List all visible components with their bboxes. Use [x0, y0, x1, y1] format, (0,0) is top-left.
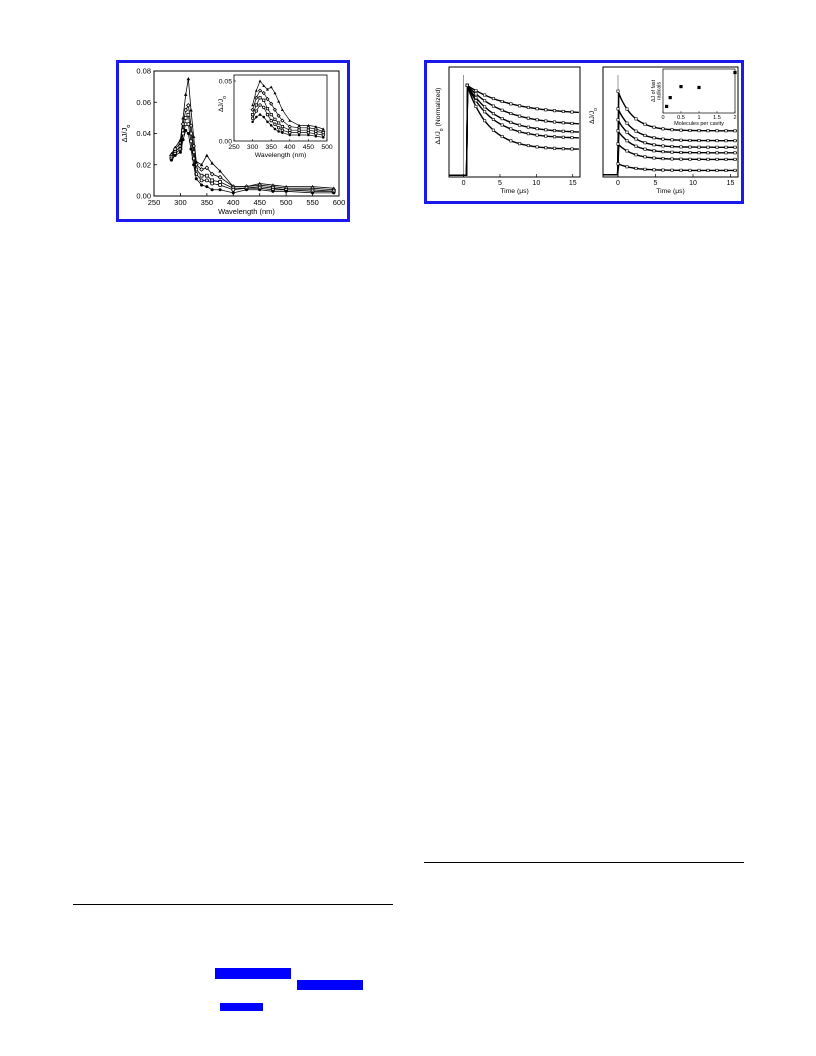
- x-tick-label: 500: [279, 198, 293, 207]
- trace-marker: [671, 129, 673, 131]
- trace-marker: [562, 130, 564, 132]
- trace-marker: [518, 115, 520, 117]
- trace-marker: [553, 109, 555, 111]
- inset-data-point: [315, 133, 318, 136]
- trace-marker: [510, 112, 512, 114]
- inset-data-point: [251, 121, 254, 124]
- x-tick-label: 450: [253, 198, 266, 207]
- trace-marker: [527, 117, 529, 119]
- trace-marker: [644, 168, 646, 170]
- trace-marker: [725, 139, 727, 141]
- inset-data-point: [281, 125, 283, 127]
- trace-marker: [553, 129, 555, 131]
- data-point: [184, 129, 187, 132]
- panel-x-axis-label: Time (μs): [656, 188, 685, 195]
- trace-marker: [653, 169, 655, 171]
- trace-marker: [536, 108, 538, 110]
- trace-marker: [483, 106, 485, 108]
- inset-data-point: [259, 113, 262, 116]
- inset-x-tick-label: 450: [302, 144, 315, 151]
- trace-marker: [725, 130, 727, 132]
- data-point: [219, 184, 222, 187]
- figure-absorption-spectrum: [116, 60, 350, 222]
- data-point: [187, 104, 191, 108]
- trace-marker: [536, 127, 538, 129]
- trace-marker: [635, 130, 637, 132]
- trace-marker: [716, 146, 718, 148]
- trace-marker: [501, 124, 503, 126]
- trace-marker: [680, 151, 682, 153]
- trace-marker: [671, 139, 673, 141]
- trace-marker: [571, 111, 573, 113]
- trace-marker: [492, 129, 494, 131]
- trace-marker: [545, 109, 547, 111]
- trace-marker: [698, 146, 700, 148]
- inset-x-tick-label: 250: [228, 144, 240, 151]
- trace-marker: [562, 110, 564, 112]
- inset-data-point: [266, 121, 269, 124]
- data-point: [195, 177, 198, 180]
- trace-marker: [635, 138, 637, 140]
- data-point: [189, 148, 192, 151]
- trace-marker: [644, 134, 646, 136]
- trace-marker: [626, 122, 628, 124]
- trace-marker: [536, 119, 538, 121]
- trace-marker: [545, 120, 547, 122]
- trace-marker: [725, 152, 727, 154]
- trace-marker: [510, 128, 512, 130]
- data-point: [205, 185, 208, 188]
- inset-data-point: [733, 71, 736, 74]
- inset-x-tick-label: 0.5: [677, 115, 685, 121]
- inset-data-point: [697, 86, 700, 89]
- trace-marker: [734, 169, 736, 171]
- trace-marker: [716, 158, 718, 160]
- trace-marker: [662, 128, 664, 130]
- trace-marker: [698, 169, 700, 171]
- trace-marker: [662, 169, 664, 171]
- trace-marker: [635, 118, 637, 120]
- trace-marker: [635, 145, 637, 147]
- trace-marker: [707, 152, 709, 154]
- inset-data-point: [262, 106, 265, 109]
- trace-marker: [662, 157, 664, 159]
- trace-marker: [698, 139, 700, 141]
- inset-data-point: [274, 123, 277, 126]
- data-point: [271, 190, 274, 193]
- data-point: [205, 179, 208, 182]
- data-point: [200, 179, 203, 182]
- inset-x-tick-label: 1.5: [713, 115, 721, 121]
- inset-data-point: [322, 136, 325, 139]
- inset-data-point: [322, 134, 325, 137]
- trace-marker: [571, 122, 573, 124]
- trace-marker: [635, 154, 637, 156]
- data-point: [211, 182, 214, 185]
- trace-marker: [617, 163, 619, 165]
- trace-marker: [653, 137, 655, 139]
- trace-marker: [716, 130, 718, 132]
- trace-marker: [716, 139, 718, 141]
- inset-x-tick-label: 500: [321, 144, 333, 151]
- inset-data-point: [281, 131, 284, 134]
- trace-marker: [483, 111, 485, 113]
- inset-x-tick-label: 1: [697, 115, 701, 121]
- inset-data-point: [259, 97, 261, 99]
- trace-marker: [536, 146, 538, 148]
- trace-marker: [707, 139, 709, 141]
- trace-marker: [617, 90, 619, 92]
- panel-y-axis-label: $\Delta J/J_o$: [589, 107, 599, 125]
- trace-marker: [680, 139, 682, 141]
- trace-marker: [483, 94, 485, 96]
- trace-marker: [707, 130, 709, 132]
- trace-marker: [644, 142, 646, 144]
- trace-marker: [518, 105, 520, 107]
- data-point: [170, 159, 173, 162]
- inset-data-point: [669, 96, 672, 99]
- trace-marker: [475, 105, 477, 107]
- data-point: [187, 132, 190, 135]
- trace-marker: [725, 169, 727, 171]
- trace-marker: [626, 131, 628, 133]
- trace-marker: [671, 169, 673, 171]
- trace-marker: [483, 100, 485, 102]
- trace-marker: [475, 89, 477, 91]
- data-point: [187, 77, 191, 80]
- trace-marker: [707, 146, 709, 148]
- inset-data-point: [298, 134, 301, 137]
- trace-marker: [553, 121, 555, 123]
- inset-data-point: [298, 131, 301, 134]
- trace-marker: [475, 93, 477, 95]
- inset-data-point: [307, 131, 310, 134]
- data-point: [184, 93, 188, 96]
- inset-data-point: [315, 135, 318, 138]
- y-tick-label: 0.08: [136, 66, 151, 76]
- data-point: [192, 163, 195, 166]
- inset-data-point: [277, 122, 279, 124]
- inset-frame: [663, 69, 735, 113]
- trace-marker: [644, 148, 646, 150]
- trace-marker: [553, 147, 555, 149]
- trace-marker: [680, 129, 682, 131]
- trace-marker: [662, 145, 664, 147]
- redacted-link-1[interactable]: [215, 968, 291, 979]
- panel-x-tick-label: 10: [532, 180, 541, 187]
- trace-marker: [698, 152, 700, 154]
- trace-marker: [671, 145, 673, 147]
- inset-data-point: [266, 107, 268, 109]
- data-point: [285, 190, 288, 193]
- inset-x-tick-label: 0: [661, 115, 665, 121]
- trace-marker: [545, 129, 547, 131]
- trace-marker: [689, 146, 691, 148]
- y-tick-label: 0.06: [136, 97, 151, 107]
- trace-marker: [680, 146, 682, 148]
- inset-data-point: [277, 127, 280, 130]
- trace-marker: [571, 130, 573, 132]
- inset-data-point: [251, 117, 254, 120]
- kinetics-chart: [427, 63, 741, 201]
- trace-marker: [518, 131, 520, 133]
- trace-marker: [617, 143, 619, 145]
- inset-data-point: [281, 129, 284, 132]
- panel-x-tick-label: 5: [497, 180, 502, 187]
- trace-marker: [689, 151, 691, 153]
- inset-data-point: [255, 116, 258, 119]
- trace-marker: [562, 148, 564, 150]
- panel-x-tick-label: 0: [616, 180, 620, 187]
- data-point: [219, 180, 222, 183]
- panel-x-tick-label: 15: [726, 180, 735, 187]
- inset-x-axis-label: Wavelength (nm): [254, 152, 307, 159]
- y-tick-label: 0.00: [136, 191, 151, 201]
- inset-data-point: [262, 116, 265, 119]
- inset-y-tick-label: 0.00: [218, 138, 232, 146]
- trace-marker: [501, 109, 503, 111]
- inset-y-axis-label-line1: ΔJ of fast: [651, 79, 657, 103]
- data-point: [184, 116, 187, 119]
- inset-data-point: [270, 113, 272, 115]
- trace-marker: [689, 139, 691, 141]
- trace-marker: [536, 134, 538, 136]
- trace-marker: [562, 136, 564, 138]
- inset-data-point: [665, 105, 668, 108]
- trace-marker: [734, 146, 736, 148]
- data-point: [205, 174, 208, 177]
- data-point: [179, 151, 182, 154]
- inset-y-axis-label-line2: radicals: [656, 81, 663, 101]
- trace-marker: [698, 158, 700, 160]
- data-point: [245, 188, 248, 191]
- data-point: [205, 154, 209, 157]
- trace-marker: [653, 144, 655, 146]
- data-point: [200, 184, 203, 187]
- x-tick-label: 600: [332, 198, 346, 207]
- trace-marker: [527, 144, 529, 146]
- inset-y-tick-label: 0.05: [218, 78, 232, 86]
- trace-marker: [671, 151, 673, 153]
- trace-marker: [689, 158, 691, 160]
- trace-marker: [617, 119, 619, 121]
- trace-marker: [617, 130, 619, 132]
- data-point: [187, 123, 190, 126]
- panel-x-tick-label: 5: [653, 180, 658, 187]
- inset-data-point: [277, 130, 280, 133]
- trace-marker: [662, 138, 664, 140]
- trace-marker: [635, 167, 637, 169]
- inset-data-point: [263, 99, 265, 101]
- trace-marker: [725, 158, 727, 160]
- x-tick-label: 400: [227, 198, 240, 207]
- trace-marker: [510, 121, 512, 123]
- trace-marker: [734, 130, 736, 132]
- left-column-rule: [73, 904, 393, 905]
- spectrum-chart: [119, 63, 347, 219]
- trace-marker: [562, 122, 564, 124]
- trace-marker: [716, 169, 718, 171]
- trace-marker: [653, 157, 655, 159]
- trace-marker: [626, 166, 628, 168]
- panel-x-tick-label: 0: [461, 180, 466, 187]
- inset-data-point: [259, 104, 262, 107]
- trace-marker: [553, 136, 555, 138]
- y-tick-label: 0.02: [136, 160, 151, 170]
- trace-marker: [501, 135, 503, 137]
- inset-data-point: [274, 128, 277, 131]
- data-point: [211, 179, 214, 182]
- trace-marker: [725, 146, 727, 148]
- inset-data-point: [255, 104, 257, 106]
- redacted-link-2[interactable]: [297, 980, 363, 990]
- trace-marker: [662, 151, 664, 153]
- trace-marker: [734, 152, 736, 154]
- inset-x-tick-label: 300: [246, 144, 259, 151]
- x-tick-label: 350: [200, 198, 214, 207]
- trace-marker: [626, 140, 628, 142]
- redacted-link-3[interactable]: [220, 1003, 263, 1011]
- trace-marker: [492, 97, 494, 99]
- trace-marker: [545, 135, 547, 137]
- y-tick-label: 0.04: [136, 129, 151, 138]
- trace-marker: [492, 105, 494, 107]
- trace-marker: [492, 118, 494, 120]
- trace-marker: [527, 126, 529, 128]
- inset-data-point: [274, 118, 276, 120]
- trace-marker: [734, 158, 736, 160]
- trace-marker: [510, 103, 512, 105]
- data-point: [187, 113, 190, 116]
- trace-marker: [698, 129, 700, 131]
- trace-marker: [510, 140, 512, 142]
- inset-data-point: [255, 110, 258, 113]
- data-point: [232, 188, 235, 191]
- data-point: [174, 154, 177, 157]
- trace-marker: [501, 117, 503, 119]
- trace-marker: [483, 119, 485, 121]
- data-point: [332, 191, 335, 194]
- trace-marker: [571, 148, 573, 150]
- trace-marker: [617, 108, 619, 110]
- data-point: [200, 174, 203, 177]
- trace-marker: [475, 100, 477, 102]
- data-point: [258, 188, 261, 191]
- trace-marker: [518, 142, 520, 144]
- inset-x-tick-label: 2: [733, 115, 737, 121]
- panel-x-tick-label: 10: [689, 180, 697, 187]
- figure-kinetics: [424, 60, 744, 204]
- inset-data-point: [307, 134, 310, 137]
- trace-marker: [545, 147, 547, 149]
- trace-marker: [689, 129, 691, 131]
- panel-x-tick-label: 15: [568, 180, 577, 187]
- panel-y-axis-label: $\Delta J/J_o$ (Normalized): [435, 87, 445, 145]
- x-axis-label: Wavelength (nm): [218, 207, 275, 216]
- y-axis-label: $\Delta J/J_o$: [120, 124, 132, 143]
- trace-marker: [653, 126, 655, 128]
- x-tick-label: 250: [147, 198, 161, 207]
- inset-data-point: [266, 113, 269, 116]
- inset-data-point: [251, 113, 253, 115]
- inset-x-axis-label: Molecules per cavity: [674, 121, 724, 127]
- trace-marker: [527, 106, 529, 108]
- trace-marker: [680, 169, 682, 171]
- trace-marker: [680, 158, 682, 160]
- trace-marker: [527, 132, 529, 134]
- inset-data-point: [289, 131, 292, 134]
- data-point: [211, 188, 214, 191]
- inset-y-axis-label: $\Delta J/J_o$: [218, 95, 228, 113]
- data-point: [311, 191, 314, 194]
- inset-data-point: [289, 134, 292, 137]
- trace-marker: [716, 152, 718, 154]
- inset-data-point: [679, 85, 682, 88]
- trace-marker: [644, 156, 646, 158]
- inset-data-point: [270, 124, 273, 127]
- trace-marker: [653, 150, 655, 152]
- data-point: [189, 108, 193, 111]
- data-point: [232, 191, 235, 194]
- x-tick-label: 550: [306, 198, 319, 207]
- trace-marker: [626, 108, 628, 110]
- trace-marker: [501, 100, 503, 102]
- x-tick-label: 300: [174, 198, 187, 207]
- trace-marker: [734, 139, 736, 141]
- trace-marker: [466, 84, 468, 86]
- trace-marker: [671, 158, 673, 160]
- trace-marker: [689, 169, 691, 171]
- inset-x-tick-label: 350: [265, 144, 277, 151]
- trace-marker: [707, 169, 709, 171]
- trace-marker: [707, 158, 709, 160]
- data-point: [200, 163, 204, 166]
- data-point: [219, 188, 222, 191]
- data-point: [182, 138, 185, 141]
- trace-marker: [644, 123, 646, 125]
- trace-marker: [626, 150, 628, 152]
- trace-marker: [518, 124, 520, 126]
- inset-x-tick-label: 400: [284, 144, 296, 151]
- trace-marker: [492, 112, 494, 114]
- right-column-rule: [424, 862, 744, 863]
- trace-marker: [571, 136, 573, 138]
- panel-x-axis-label: Time (μs): [500, 188, 529, 195]
- inset-data-point: [270, 119, 273, 122]
